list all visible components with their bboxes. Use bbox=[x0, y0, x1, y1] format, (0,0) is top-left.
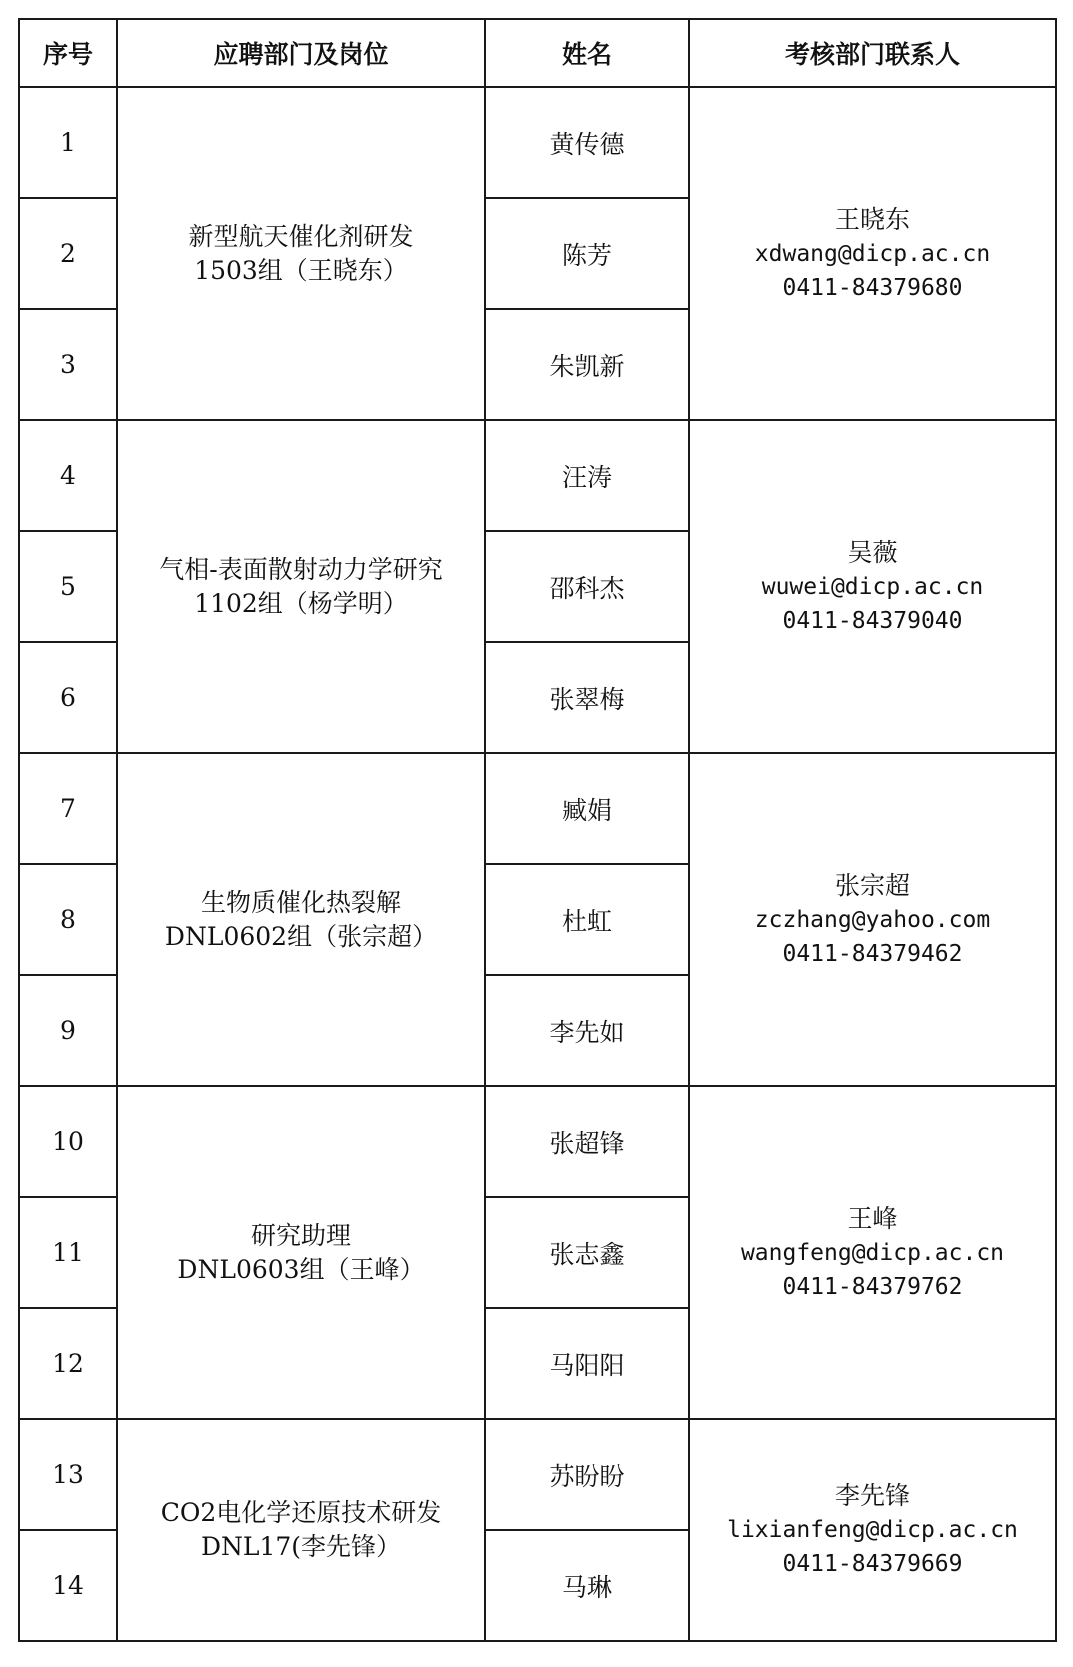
candidate-name: 臧娟 bbox=[485, 753, 689, 864]
header-row bbox=[19, 19, 1056, 87]
contact-cell bbox=[689, 753, 1056, 1086]
department-group: DNL0603组（王峰） bbox=[177, 1254, 425, 1284]
candidate-name: 汪涛 bbox=[485, 420, 689, 531]
department-group: DNL0602组（张宗超） bbox=[164, 921, 438, 951]
candidate-name: 张志鑫 bbox=[485, 1197, 689, 1308]
row-number: 9 bbox=[19, 975, 117, 1086]
contact-cell bbox=[689, 87, 1056, 420]
contact-cell bbox=[689, 420, 1056, 753]
contact-name: 李先锋 bbox=[834, 1481, 910, 1510]
table-row bbox=[19, 753, 1056, 864]
candidate-name: 张超锋 bbox=[485, 1086, 689, 1197]
department-cell bbox=[117, 753, 485, 1086]
contact-name: 张宗超 bbox=[834, 870, 910, 900]
table-row bbox=[19, 87, 1056, 198]
department-title: 新型航天催化剂研发 bbox=[188, 221, 414, 251]
header-name: 姓名 bbox=[485, 19, 689, 87]
department-title: CO2电化学还原技术研发 bbox=[160, 1498, 442, 1527]
row-number: 6 bbox=[19, 642, 117, 753]
contact-email: wuwei@dicp.ac.cn bbox=[761, 573, 984, 600]
row-number: 5 bbox=[19, 531, 117, 642]
row-number: 14 bbox=[19, 1530, 117, 1641]
candidate-name: 马琳 bbox=[485, 1530, 689, 1641]
row-number: 7 bbox=[19, 753, 117, 864]
department-title: 生物质催化热裂解 bbox=[200, 887, 401, 917]
header-department: 应聘部门及岗位 bbox=[117, 19, 485, 87]
contact-name: 王峰 bbox=[847, 1203, 898, 1233]
row-number: 4 bbox=[19, 420, 117, 531]
department-title: 研究助理 bbox=[250, 1220, 351, 1250]
contact-phone: 0411-84379669 bbox=[782, 1551, 963, 1577]
row-number: 8 bbox=[19, 864, 117, 975]
contact-name: 吴薇 bbox=[847, 537, 898, 567]
candidate-name: 陈芳 bbox=[485, 198, 689, 309]
candidate-name: 苏盼盼 bbox=[485, 1419, 689, 1530]
candidate-name: 杜虹 bbox=[485, 864, 689, 975]
contact-name: 王晓东 bbox=[834, 204, 910, 234]
row-number: 10 bbox=[19, 1086, 117, 1197]
row-number: 1 bbox=[19, 87, 117, 198]
department-group: 1503组（王晓东） bbox=[194, 255, 408, 285]
department-group: 1102组（杨学明） bbox=[194, 588, 408, 618]
table-row bbox=[19, 420, 1056, 531]
contact-cell bbox=[689, 1419, 1056, 1641]
department-title: 气相-表面散射动力学研究 bbox=[159, 554, 443, 584]
department-cell bbox=[117, 87, 485, 420]
table-row bbox=[19, 1086, 1056, 1197]
contact-email: xdwang@dicp.ac.cn bbox=[754, 240, 991, 267]
row-number: 12 bbox=[19, 1308, 117, 1419]
department-group: DNL17(李先锋） bbox=[200, 1532, 402, 1561]
department-cell bbox=[117, 1419, 485, 1641]
row-number: 3 bbox=[19, 309, 117, 420]
candidate-name: 张翠梅 bbox=[485, 642, 689, 753]
contact-phone: 0411-84379762 bbox=[782, 1273, 963, 1300]
header-number: 序号 bbox=[19, 19, 117, 87]
candidate-table bbox=[18, 18, 1057, 1642]
candidate-name: 邵科杰 bbox=[485, 531, 689, 642]
contact-email: zczhang@yahoo.com bbox=[754, 906, 991, 933]
row-number: 13 bbox=[19, 1419, 117, 1530]
department-cell bbox=[117, 420, 485, 753]
contact-phone: 0411-84379680 bbox=[782, 274, 963, 301]
candidate-name: 马阳阳 bbox=[485, 1308, 689, 1419]
department-cell bbox=[117, 1086, 485, 1419]
contact-cell bbox=[689, 1086, 1056, 1419]
contact-email: wangfeng@dicp.ac.cn bbox=[740, 1239, 1005, 1266]
contact-phone: 0411-84379462 bbox=[782, 940, 963, 967]
row-number: 2 bbox=[19, 198, 117, 309]
row-number: 11 bbox=[19, 1197, 117, 1308]
table-row bbox=[19, 1419, 1056, 1530]
contact-email: lixianfeng@dicp.ac.cn bbox=[727, 1517, 1018, 1543]
candidate-name: 李先如 bbox=[485, 975, 689, 1086]
candidate-name: 朱凯新 bbox=[485, 309, 689, 420]
header-contact: 考核部门联系人 bbox=[689, 19, 1056, 87]
candidate-name: 黄传德 bbox=[485, 87, 689, 198]
contact-phone: 0411-84379040 bbox=[782, 607, 963, 634]
